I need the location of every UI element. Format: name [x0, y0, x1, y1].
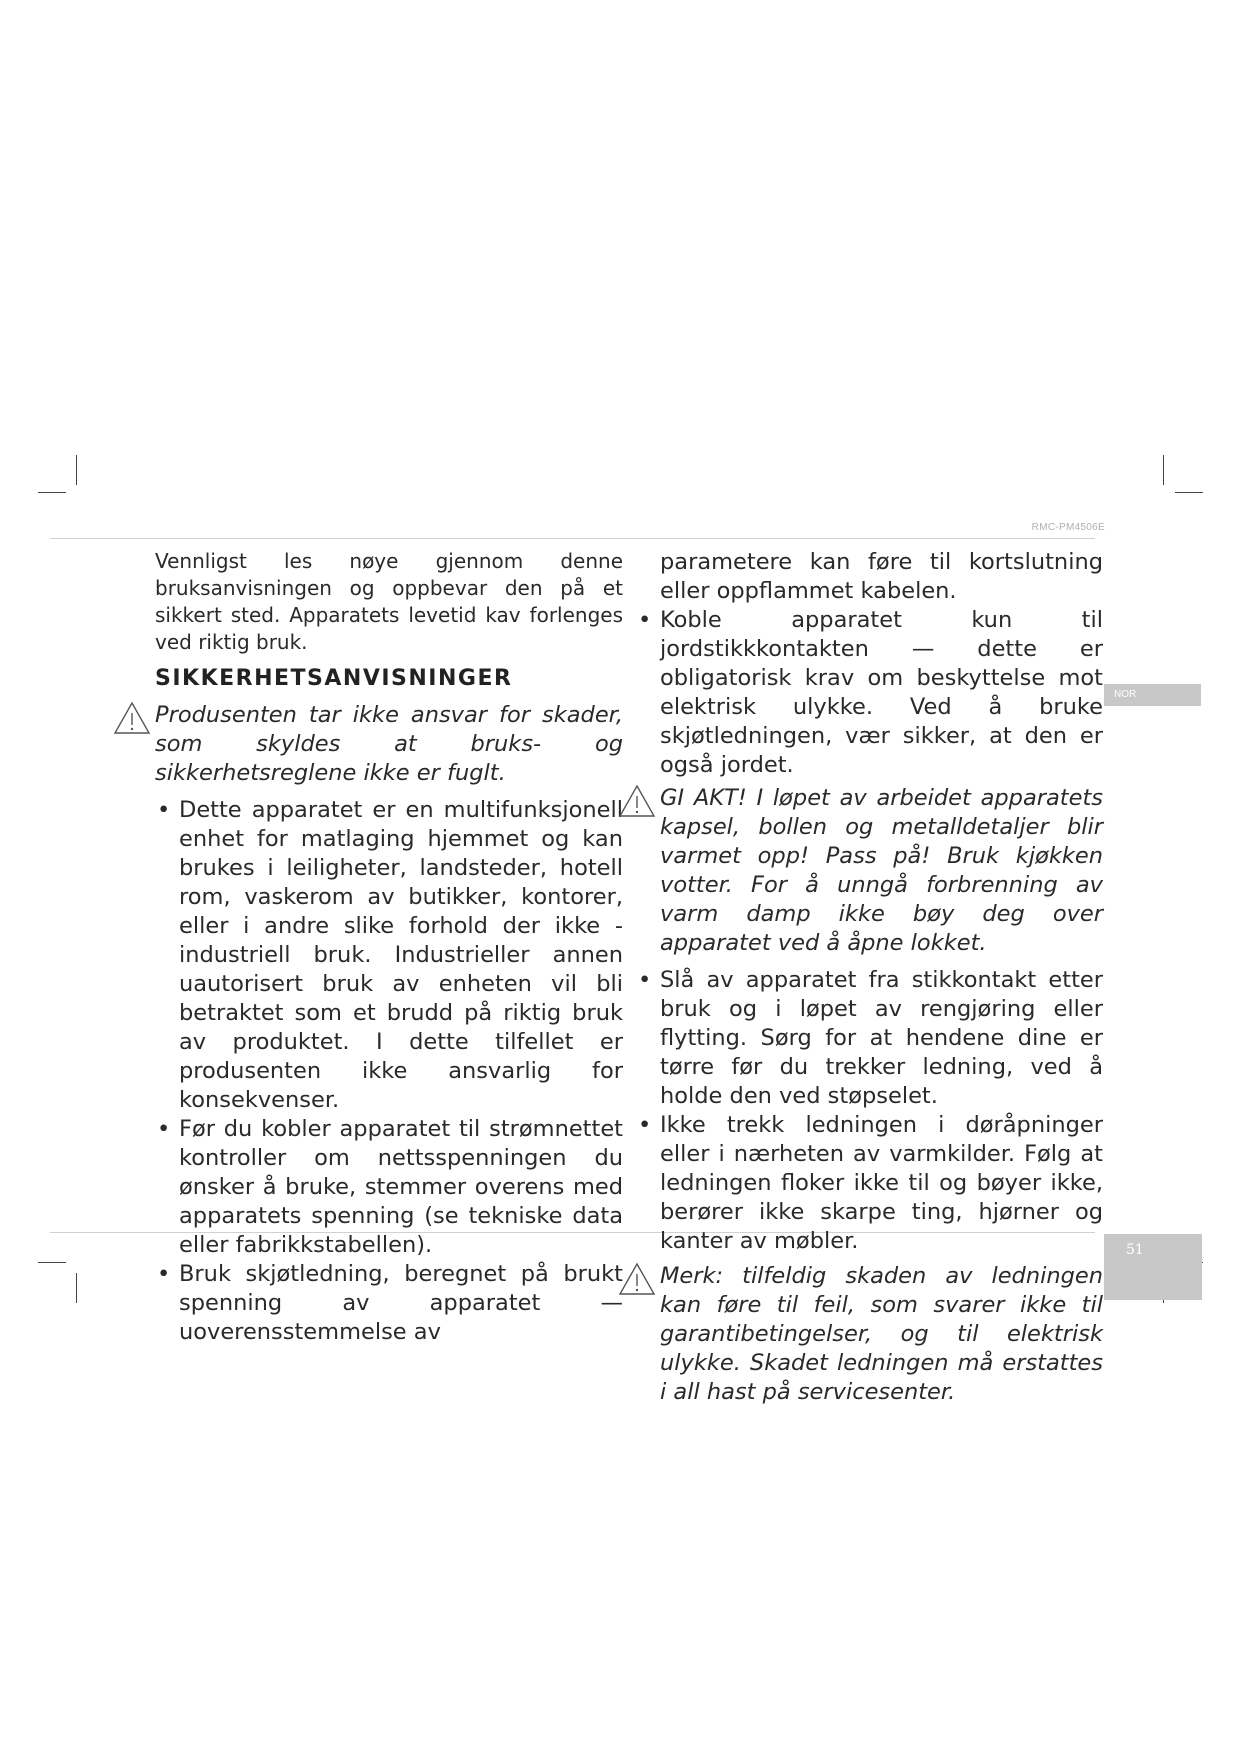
list-item: • Dette apparatet er en multifunksjonell enhet for matlaging hjemmet og kan brukes i leiligheter, landsteder, hotell rom, vaskerom av butikker, kontorer, eller i andre slike forhold der ikke - industriell bruk. Industrieller annen uautorisert bruk av enheten vil bli betraktet som et brudd på riktig bruk av produktet. I dette tilfellet er produsenten ikke ansvarlig for konsekvenser.: [153, 796, 623, 1115]
warning-triangle-icon: [618, 1262, 656, 1296]
warning-triangle-icon: [113, 701, 151, 735]
bullet-list: [660, 966, 1103, 1256]
crop-mark: [38, 1262, 66, 1263]
warning-block: [155, 701, 623, 788]
continued-text: parametere kan føre til kortslutning eller oppflammet kabelen.: [660, 549, 1103, 604]
warning-text: GI AKT! I løpet av arbeidet apparatets kapsel, bollen og metalldetaljer blir varmet opp! Pass på! Bruk kjøkken votter. For å unngå forbrenning av varm damp ikke bøy deg over apparatet ved å åpne lokket.: [660, 785, 1103, 956]
crop-mark: [76, 455, 77, 485]
warning-text: Merk: tilfeldig skaden av ledningen kan føre til feil, som svarer ikke til garantibetingelser, og til elektrisk ulykke. Skadet ledningen må erstattes i all hast på servicesenter.: [660, 1263, 1103, 1405]
warning-text: Produsenten tar ikke ansvar for skader, som skyldes at bruks- og sikkerhetsreglene ikke er fuglt.: [155, 702, 623, 786]
crop-mark: [76, 1273, 77, 1303]
list-item: • Bruk skjøtledning, beregnet på brukt spenning av apparatet — uoverensstemmelse av: [153, 1260, 623, 1347]
list-item: • Ikke trekk ledningen i døråpninger eller i nærheten av varmkilder. Følg at ledningen floker ikke til og bøyer ikke, berører ikke skarpe ting, hjørner og kanter av møbler.: [634, 1111, 1103, 1256]
crop-mark: [38, 492, 66, 493]
list-item: • Før du kobler apparatet til strømnettet kontroller om nettsspenningen du ønsker å bruke, stemmer overens med apparatets spenning (se tekniske data eller fabrikkstabellen).: [153, 1115, 623, 1260]
intro-text: Vennligst les nøye gjennom denne bruksanvisningen og oppbevar den på et sikkert sted. Apparatets levetid kav forlenges ved riktig bruk.: [155, 549, 623, 654]
crop-mark: [1163, 455, 1164, 485]
section-heading: SIKKERHETSANVISNINGER: [155, 666, 513, 691]
list-item: • Koble apparatet kun til jordstikkkontakten — dette er obligatorisk krav om beskyttelse mot elektrisk ulykke. Ved å bruke skjøtledningen, vær sikker, at den er også jordet.: [634, 606, 1103, 780]
warning-triangle-icon: [618, 784, 656, 818]
left-column: [155, 548, 623, 1347]
header-rule: [50, 538, 1095, 539]
warning-block: [660, 1262, 1103, 1407]
language-tab: NOR: [1104, 684, 1201, 706]
warning-block: [660, 784, 1103, 958]
bullet-list: [155, 796, 623, 1347]
bullet-list: [660, 606, 1103, 780]
page-number: 51: [1104, 1234, 1202, 1300]
right-column: [660, 548, 1103, 1415]
crop-mark: [1175, 492, 1203, 493]
list-item: • Slå av apparatet fra stikkontakt etter bruk og i løpet av rengjøring eller flytting. Sørg for at hendene dine er tørre før du trekker ledning, ved å holde den ved støpselet.: [634, 966, 1103, 1111]
model-number: RMC-PM4506E: [1031, 522, 1105, 533]
